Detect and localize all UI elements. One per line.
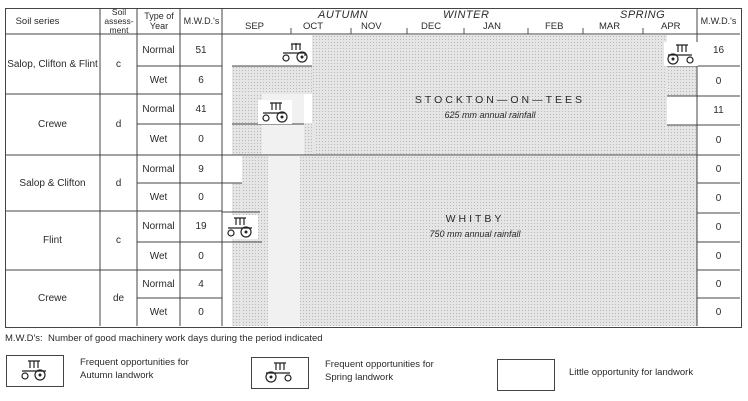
row1-mwd-normal: 51 (195, 45, 207, 56)
month-nov: NOV (361, 21, 382, 32)
header-soil-assessment: Soil assess-ment (104, 6, 134, 35)
row5-type-normal: Normal (142, 278, 175, 290)
row2-type-wet: Wet (149, 134, 168, 145)
row5-right-mwd-wet: 0 (715, 306, 722, 318)
row5-soil: Crewe (38, 292, 67, 304)
footnote: M.W.D's: Number of good machinery work days during the period indicated (5, 333, 323, 344)
row4-type-normal: Normal (142, 221, 175, 232)
month-sep: SEP (245, 21, 265, 32)
row4-assessment: c (116, 235, 121, 246)
whitby-rainfall: 750 mm annual rainfall (429, 229, 521, 239)
row1-soil: Salop, Clifton & Flint (7, 59, 98, 70)
tractor-icon (262, 360, 296, 384)
row4-soil: Flint (43, 235, 62, 246)
row3-assessment: d (115, 177, 122, 189)
row3-right-mwd-normal: 0 (715, 163, 722, 175)
row5-mwd-normal: 4 (198, 278, 204, 290)
row2-right-mwd-wet: 0 (715, 134, 722, 146)
legend-little-label: Little opportunity for landwork (569, 367, 694, 378)
header-mwds-right: M.W.D.'s (700, 15, 737, 26)
stockton-rainfall: 625 mm annual rainfall (444, 110, 536, 120)
row2-assessment: d (115, 119, 122, 130)
season-autumn: AUTUMN (318, 9, 369, 21)
row1-type-normal: Normal (142, 45, 175, 56)
season-spring: SPRING (620, 9, 666, 21)
header-type-of-year: Type of Year (144, 11, 174, 31)
month-mar: MAR (599, 21, 621, 32)
row4-type-wet: Wet (149, 250, 168, 262)
row4-mwd-wet: 0 (198, 250, 204, 262)
row5-mwd-wet: 0 (198, 306, 204, 318)
row5-assessment: de (112, 292, 125, 304)
tractor-icon (258, 100, 292, 124)
row3-type-wet: Wet (149, 191, 168, 203)
row4-right-mwd-normal: 0 (715, 222, 722, 233)
legend-spring-label: Frequent opportunities for Spring landwork (325, 359, 434, 383)
row2-right-mwd-normal: 11 (713, 105, 724, 116)
row3-type-normal: Normal (142, 163, 175, 175)
row1-mwd-wet: 6 (198, 74, 204, 86)
month-feb: FEB (545, 21, 564, 32)
row2-type-normal: Normal (142, 103, 175, 115)
row4-right-mwd-wet: 0 (715, 250, 722, 262)
legend-little-box (497, 359, 555, 391)
row1-assessment: c (116, 59, 121, 70)
tractor-icon (224, 215, 258, 239)
month-jan: JAN (483, 21, 501, 32)
row4-mwd-normal: 19 (195, 221, 207, 232)
row3-mwd-normal: 9 (198, 163, 204, 175)
row2-soil: Crewe (38, 119, 67, 130)
row5-type-wet: Wet (149, 306, 168, 318)
row3-soil: Salop & Clifton (19, 177, 86, 189)
month-oct: OCT (303, 21, 324, 32)
stockton-label: STOCKTON—ON—TEES (414, 94, 586, 106)
legend-autumn-label: Frequent opportunities for Autumn landwork (80, 357, 189, 381)
row3-right-mwd-wet: 0 (715, 192, 722, 204)
row1-right-mwd-normal: 16 (712, 45, 725, 56)
tractor-icon (278, 40, 312, 64)
month-dec: DEC (421, 21, 442, 32)
month-apr: APR (661, 21, 681, 32)
whitby-label: WHITBY (445, 213, 505, 225)
row2-mwd-wet: 0 (198, 134, 204, 145)
tractor-icon (664, 42, 698, 66)
header-soil-series: Soil series (15, 15, 60, 27)
row2-mwd-normal: 41 (195, 103, 207, 115)
season-winter: WINTER (443, 9, 490, 21)
row1-right-mwd-wet: 0 (715, 75, 722, 87)
header-mwds: M.W.D.'s (183, 15, 220, 26)
tractor-icon (18, 358, 52, 382)
row5-right-mwd-normal: 0 (715, 278, 722, 290)
row1-type-wet: Wet (149, 74, 168, 86)
row3-mwd-wet: 0 (198, 191, 204, 203)
